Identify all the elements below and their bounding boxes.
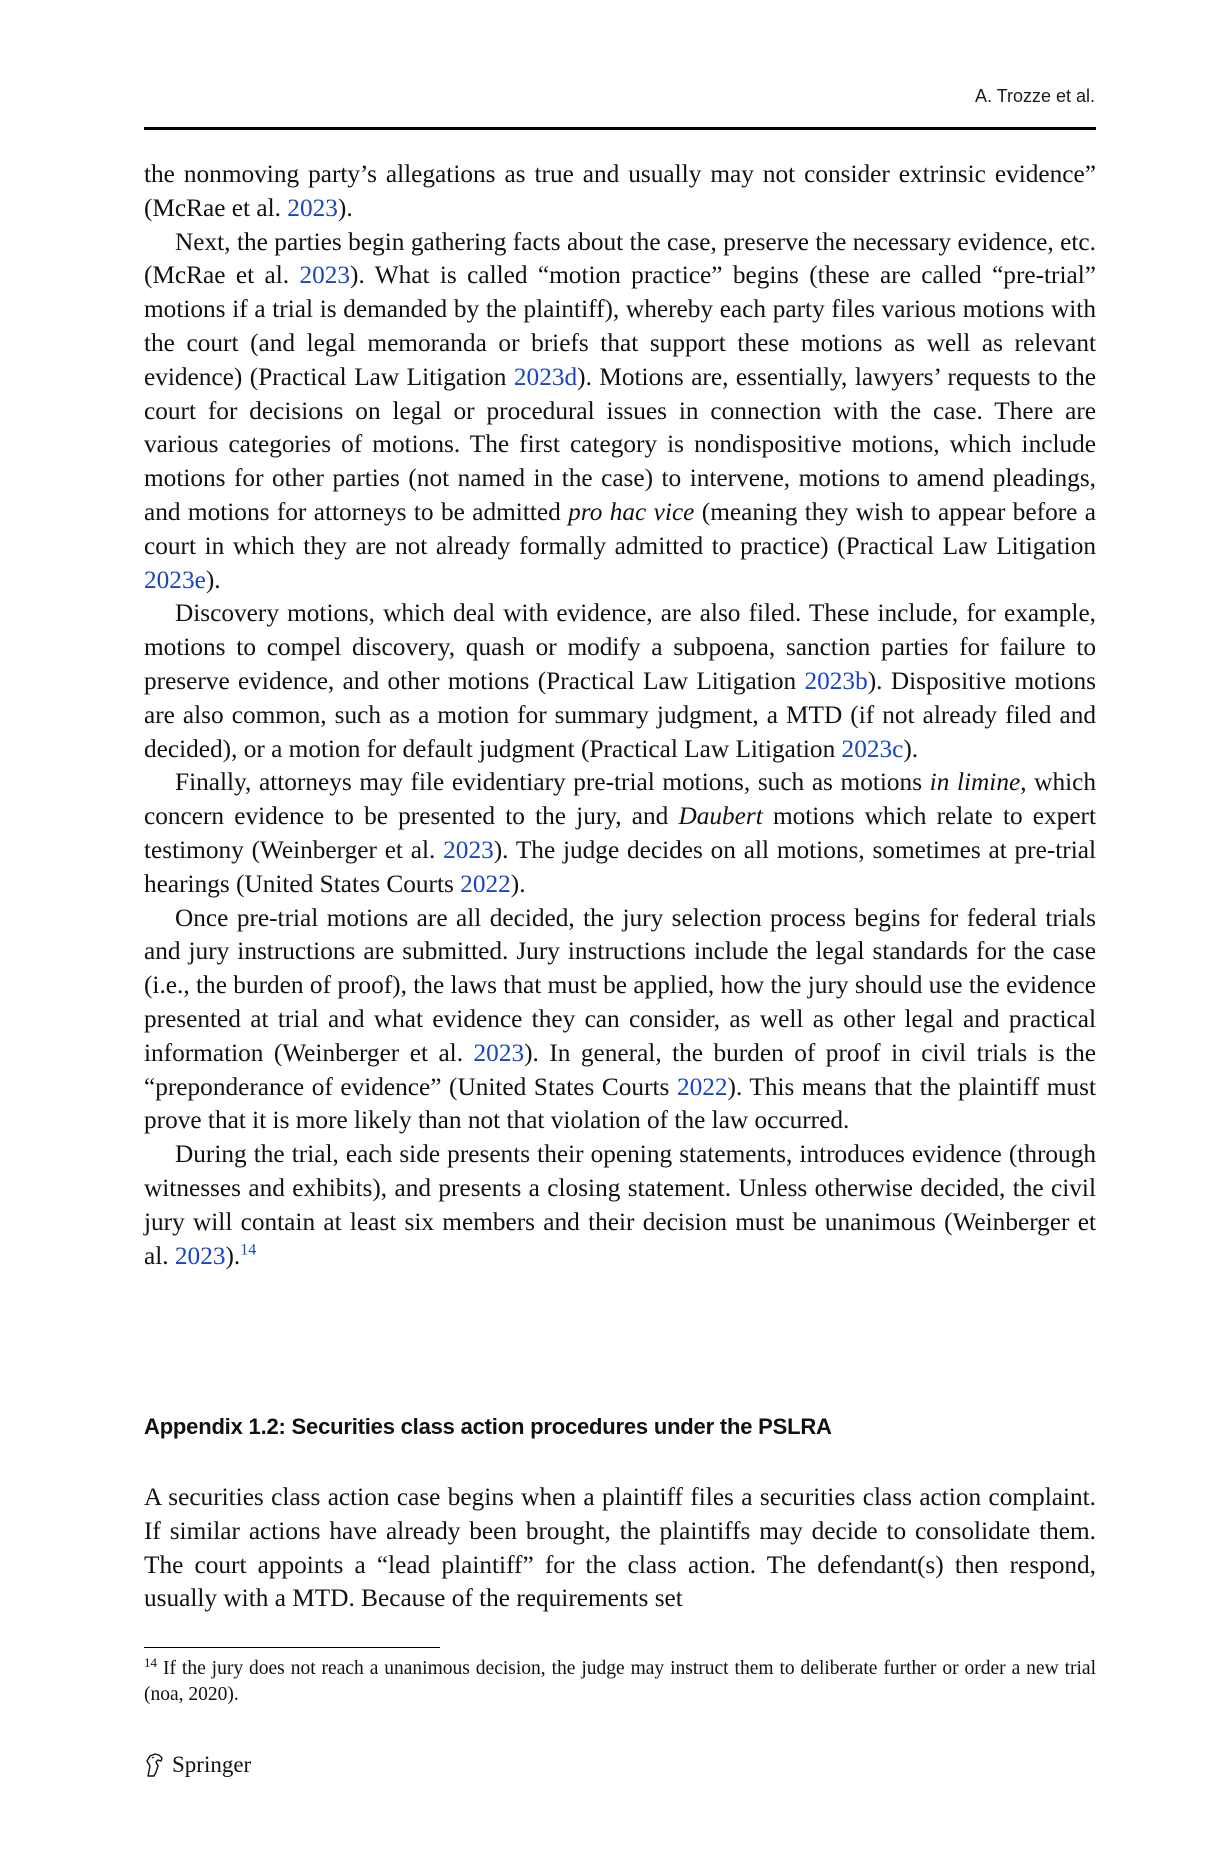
- footnote-rule: [144, 1647, 440, 1648]
- springer-horse-icon: [144, 1752, 166, 1778]
- italic-term: in limine: [929, 768, 1021, 797]
- body-text: [144, 158, 1096, 1273]
- text-run: ). The judge decides on all motions, sometimes at pre-trial hearings (United States Courts: [144, 835, 1096, 898]
- footnote-reference[interactable]: 14: [240, 1241, 257, 1259]
- text-run: Next, the parties begin gathering facts about the case, preserve the necessary evidence, etc. (McRae et al.: [144, 227, 1096, 290]
- text-run: ). Dispositive motions are also common, such as a motion for summary judgment, a MTD (if not already filed and decided), or a motion for default judgment (Practical Law Litigation: [144, 666, 1096, 763]
- header-rule: [144, 127, 1096, 130]
- text-run: During the trial, each side presents their opening statements, introduces evidence (through witnesses and exhibits), and presents a closing statement. Unless otherwise decided, the civil jury will contain at least six members and their decision must be unanimous (Weinberger et al.: [144, 1140, 1096, 1270]
- text-run: Discovery motions, which deal with evidence, are also filed. These include, for example, motions to compel discovery, quash or modify a subpoena, sanction parties for failure to preserve evidence, and other motions (Practical Law Litigation: [144, 599, 1096, 695]
- publisher-logo: [144, 1752, 251, 1778]
- citation-link[interactable]: 2023c: [841, 734, 904, 763]
- citation-link[interactable]: 2023: [287, 193, 338, 222]
- citation-link[interactable]: 2023: [473, 1038, 525, 1067]
- text-run: ).: [903, 734, 919, 763]
- text-run: Once pre-trial motions are all decided, the jury selection process begins for federal trials and jury instructions are submitted. Jury instructions include the legal standards for the case (i.e., the burden of proof), the laws that must be applied, how the jury should use the evidence presented at trial and what evidence they can consider, as well as other legal and practical information (Weinberger et al.: [144, 903, 1096, 1067]
- citation-link[interactable]: 2023: [299, 261, 351, 290]
- paragraph-2: [144, 226, 1096, 598]
- text-run: ).: [225, 1241, 241, 1270]
- text-run: ).: [510, 869, 526, 898]
- running-head: A. Trozze et al.: [974, 86, 1095, 106]
- section-paragraph-1: A securities class action case begins when a plaintiff files a securities class action complaint. If similar actions have already been brought, the plaintiffs may decide to consolidate them. The court appoints a “lead plaintiff” for the class action. The defendant(s) then respond, usually with a MTD. Because of the requirements set: [144, 1483, 1096, 1613]
- section-body: [144, 1481, 1096, 1616]
- publisher-name: Springer: [172, 1752, 252, 1777]
- citation-link[interactable]: 2023b: [804, 666, 868, 695]
- text-run: ). In general, the burden of proof in civil trials is the “preponderance of evidence” (United States Courts: [144, 1038, 1096, 1101]
- footnote-number: 14: [144, 1654, 157, 1670]
- text-run: ). Motions are, essentially, lawyers’ requests to the court for decisions on legal or procedural issues in connection with the case. There are various categories of motions. The first category is nondispositive motions, which include motions for other parties (not named in the case) to intervene, motions to amend pleadings, and motions for attorneys to be admitted: [144, 362, 1096, 526]
- citation-link[interactable]: 2023: [443, 835, 494, 864]
- paragraph-6: [144, 1138, 1096, 1273]
- italic-term: pro hac vice: [568, 497, 695, 526]
- section-heading: Appendix 1.2: Securities class action procedures under the PSLRA: [144, 1414, 832, 1439]
- footnote: [144, 1656, 1096, 1708]
- citation-link[interactable]: 2023: [174, 1241, 226, 1270]
- text-run: motions which relate to expert testimony (Weinberger et al.: [144, 802, 1097, 864]
- paragraph-5: [144, 902, 1096, 1139]
- text-run: ). What is called “motion practice” begins (these are called “pre-trial” motions if a trial is demanded by the plaintiff), whereby each party files various motions with the court (and legal memoranda or briefs that support these motions as well as relevant evidence) (Practical Law Litigation: [144, 261, 1096, 391]
- paragraph-1: [144, 158, 1096, 226]
- paragraph-3: [144, 597, 1096, 766]
- citation-link[interactable]: 2022: [676, 1072, 728, 1101]
- citation-link[interactable]: 2023d: [513, 362, 578, 391]
- paragraph-4: [144, 766, 1096, 901]
- citation-link[interactable]: 2022: [460, 869, 511, 898]
- text-run: ).: [337, 193, 353, 222]
- italic-term: Daubert: [678, 802, 763, 831]
- text-run: (meaning they wish to appear before a court in which they are not already formally admitted to practice) (Practical Law Litigation: [144, 497, 1096, 560]
- citation-link[interactable]: 2023e: [144, 565, 206, 594]
- text-run: ). This means that the plaintiff must prove that it is more likely than not that violation of the law occurred.: [144, 1072, 1096, 1135]
- text-run: , which concern evidence to be presented to the jury, and: [144, 768, 1096, 831]
- text-run: the nonmoving party’s allegations as true and usually may not consider extrinsic evidence” (McRae et al.: [144, 160, 1096, 222]
- text-run: ).: [205, 565, 221, 594]
- footnote-text: If the jury does not reach a unanimous decision, the judge may instruct them to deliberate further or order a new trial (noa, 2020).: [144, 1658, 1096, 1705]
- text-run: Finally, attorneys may file evidentiary pre-trial motions, such as motions: [175, 768, 930, 797]
